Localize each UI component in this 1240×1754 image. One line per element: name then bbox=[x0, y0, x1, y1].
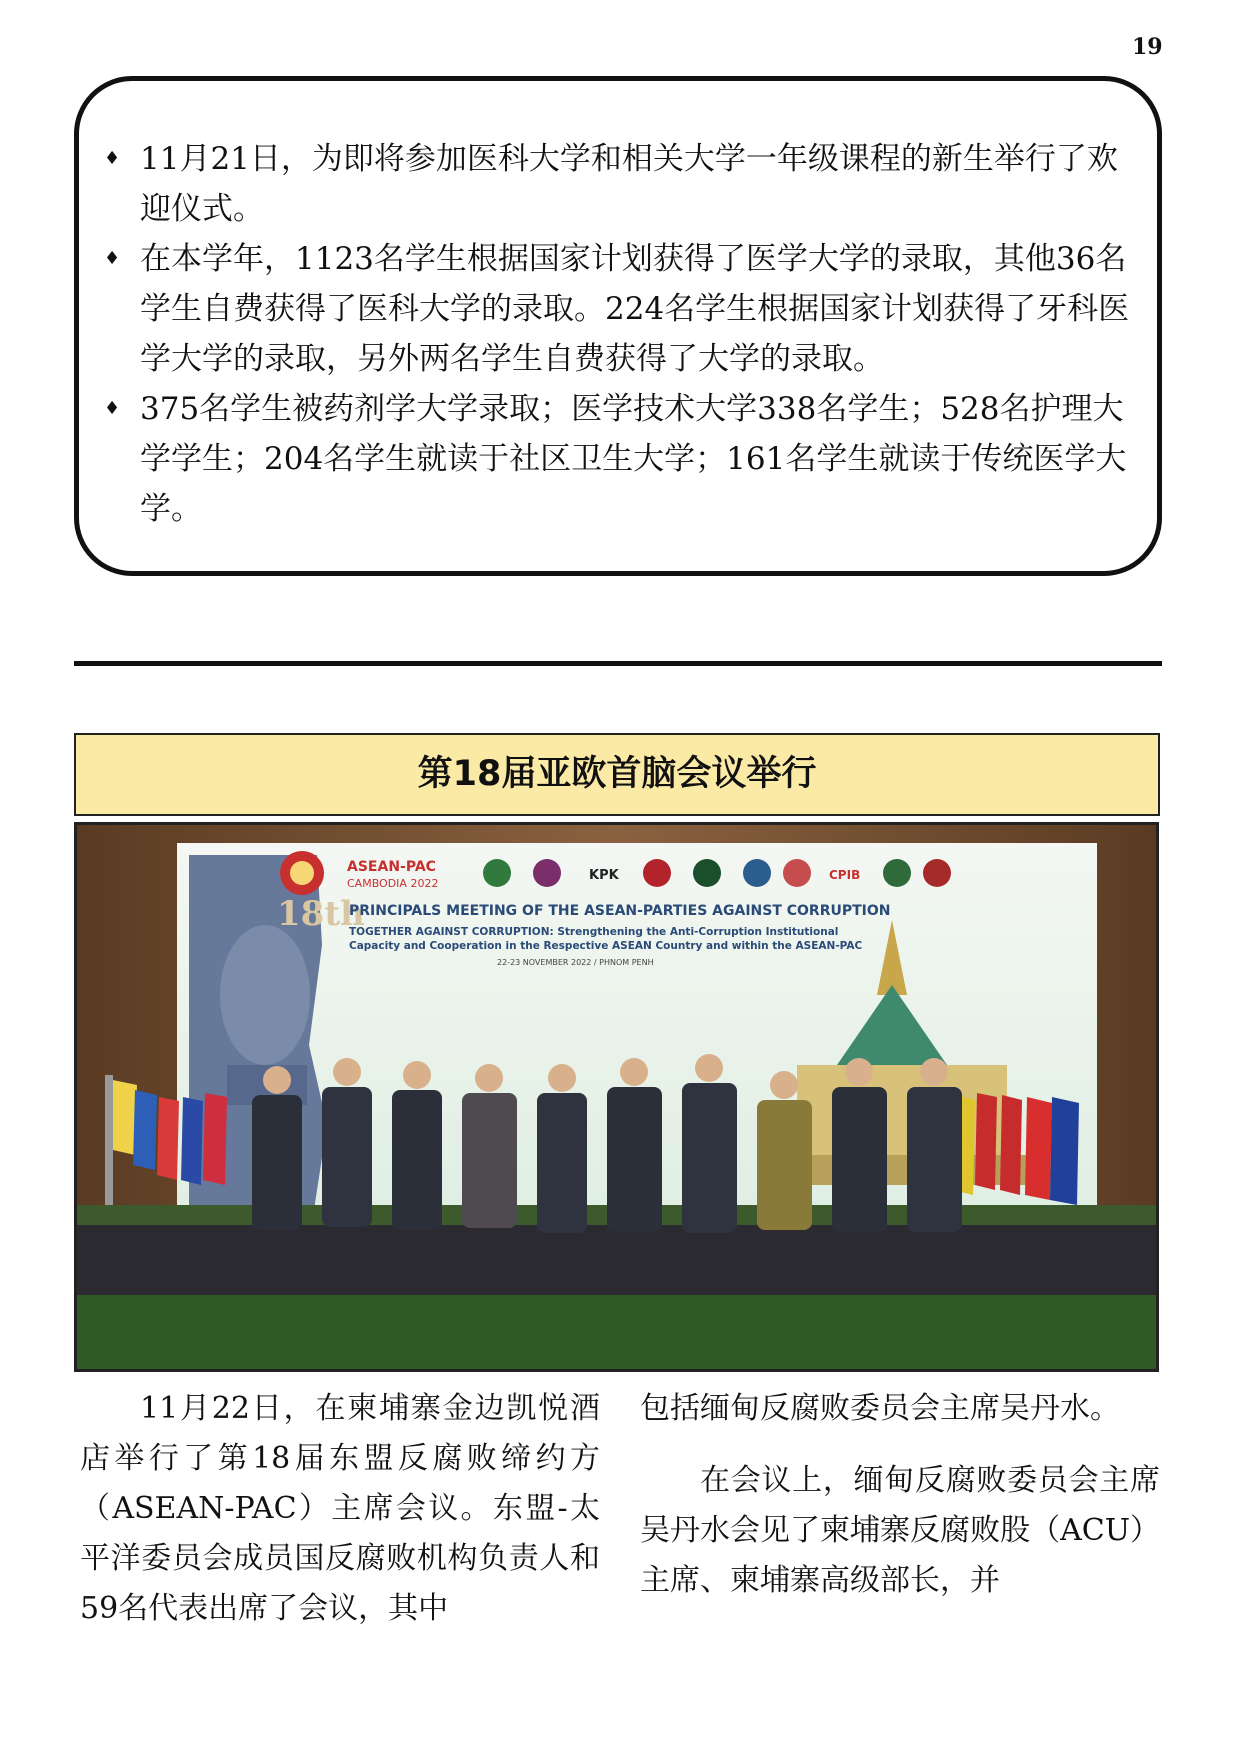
diamond-bullet-icon: ♦ bbox=[104, 148, 121, 169]
banner-sub: CAMBODIA 2022 bbox=[347, 877, 439, 890]
article-title-bar bbox=[74, 733, 1160, 816]
list-item bbox=[94, 234, 1134, 384]
article-title: 第18届亚欧首脑会议举行 bbox=[417, 754, 817, 794]
article-body-right bbox=[640, 1384, 1160, 1606]
event-photo bbox=[74, 822, 1159, 1372]
paragraph: 包括缅甸反腐败委员会主席吴丹水。 bbox=[640, 1391, 1120, 1426]
banner-theme-line1: TOGETHER AGAINST CORRUPTION: Strengthening the Anti-Corruption Institutional bbox=[349, 926, 839, 938]
banner-org: ASEAN-PAC bbox=[347, 859, 436, 875]
paragraph: 在会议上，缅甸反腐败委员会主席吴丹水会见了柬埔寨反腐败股（ACU）主席、柬埔寨高级部长，并 bbox=[640, 1463, 1160, 1598]
list-item bbox=[94, 384, 1134, 534]
list-item bbox=[94, 134, 1134, 234]
diamond-bullet-icon: ♦ bbox=[104, 398, 121, 419]
banner-headline: PRINCIPALS MEETING OF THE ASEAN-PARTIES AGAINST CORRUPTION bbox=[349, 903, 891, 919]
bullet-text: 375名学生被药剂学大学录取；医学技术大学338名学生；528名护理大学学生；204名学生就读于社区卫生大学；161名学生就读于传统医学大学。 bbox=[140, 391, 1127, 527]
article-body-left bbox=[80, 1384, 600, 1634]
banner-theme-line2: Capacity and Cooperation in the Respective ASEAN Country and within the ASEAN-PAC bbox=[349, 940, 863, 952]
edition-number: 18th bbox=[277, 894, 365, 934]
diamond-bullet-icon: ♦ bbox=[104, 248, 121, 269]
banner-dateline: 22-23 NOVEMBER 2022 / PHNOM PENH bbox=[497, 958, 654, 967]
bullet-text: 11月21日，为即将参加医科大学和相关大学一年级课程的新生举行了欢迎仪式。 bbox=[140, 141, 1118, 227]
cpib-logo: CPIB bbox=[829, 868, 861, 882]
bullet-text: 在本学年，1123名学生根据国家计划获得了医学大学的录取，其他36名学生自费获得了医科大学的录取。224名学生根据国家计划获得了牙科医学大学的录取，另外两名学生自费获得了大学的录取。 bbox=[140, 241, 1130, 377]
bullet-list bbox=[94, 134, 1134, 534]
paragraph: 11月22日，在柬埔寨金边凯悦酒店举行了第18届东盟反腐败缔约方（ASEAN-PAC）主席会议。东盟-太平洋委员会成员国反腐败机构负责人和59名代表出席了会议，其中 bbox=[80, 1391, 600, 1626]
page-number: 19 bbox=[1132, 34, 1163, 60]
kpk-logo: KPK bbox=[589, 868, 619, 883]
section-divider bbox=[74, 661, 1162, 666]
